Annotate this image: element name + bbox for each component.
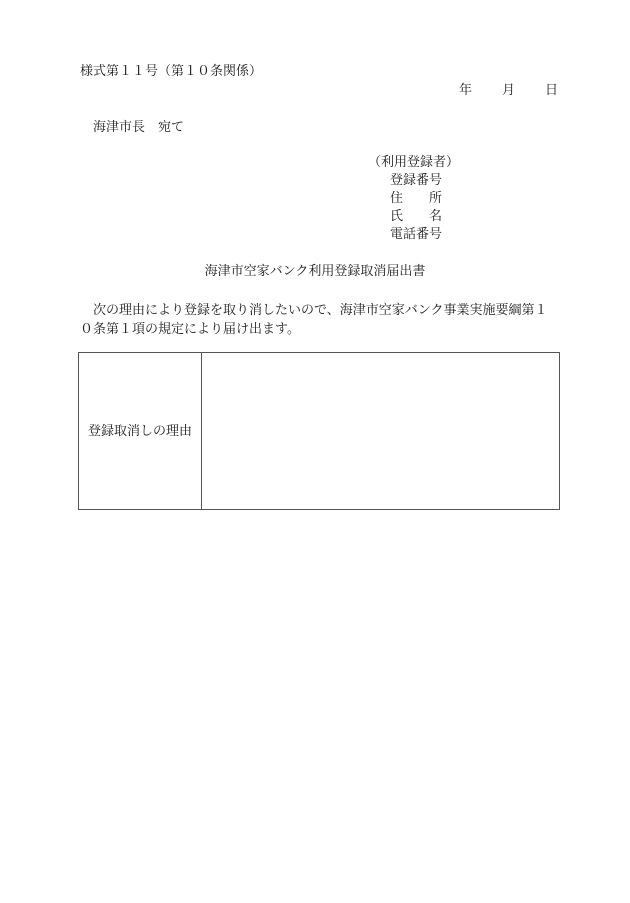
date-year-label: 年 [459, 83, 473, 98]
body-line-1: 次の理由により登録を取り消したいので、海津市空家バンク事業実施要綱第１ [80, 303, 548, 318]
address-label: 住 所 [390, 191, 443, 206]
body-line-2: ０条第１項の規定により届け出ます。 [80, 322, 300, 337]
date-day-label: 日 [545, 83, 559, 98]
registrant-heading: （利用登録者） [368, 155, 460, 170]
reason-value-field[interactable] [202, 353, 560, 510]
name-label: 氏 名 [390, 209, 443, 224]
registrant-block [368, 156, 459, 246]
reason-label: 登録取消しの理由 [79, 353, 202, 510]
phone-number-label: 電話番号 [390, 227, 443, 242]
reason-row [79, 353, 560, 510]
body-text [80, 301, 566, 339]
date-month-label: 月 [502, 83, 516, 98]
reason-table [78, 352, 560, 510]
addressee: 海津市長 宛て [93, 120, 185, 135]
registration-number-label: 登録番号 [390, 173, 443, 188]
document-title: 海津市空家バンク利用登録取消届出書 [204, 264, 426, 279]
form-number: 様式第１１号（第１０条関係） [80, 64, 263, 79]
date-line [459, 84, 558, 97]
